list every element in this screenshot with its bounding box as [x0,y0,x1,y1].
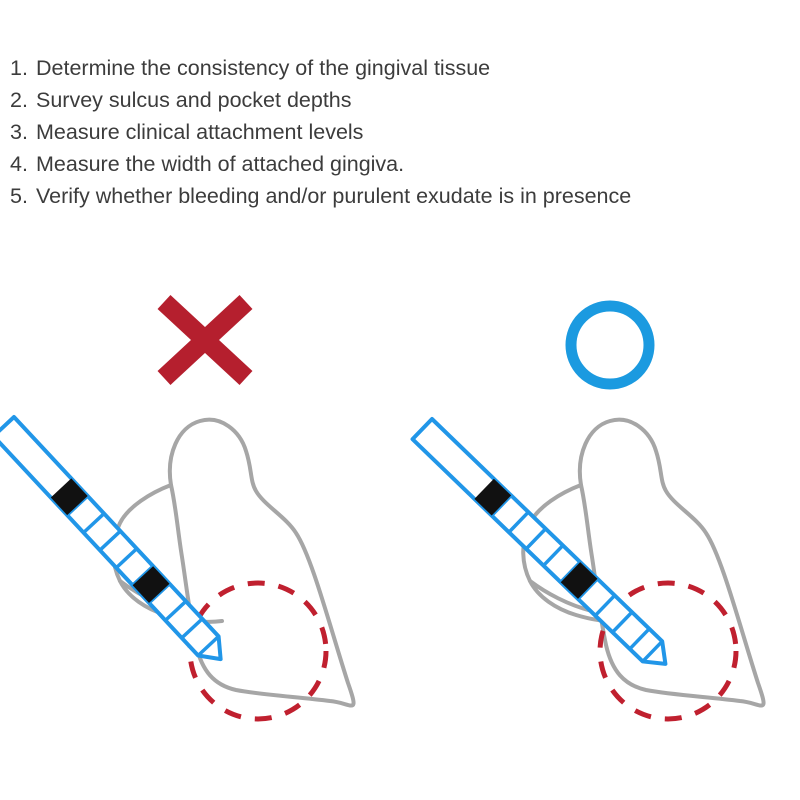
list-item-number: 2. [10,88,28,112]
list-item-label: Measure the width of attached gingiva. [36,152,405,176]
cross-mark-icon [150,290,260,390]
list-item [10,84,800,116]
list-item-label: Survey sulcus and pocket depths [36,88,352,112]
figure-incorrect [0,395,400,775]
instruction-list [10,52,800,212]
correct-mark [560,295,660,395]
list-item [10,148,800,180]
list-item-label: Determine the consistency of the gingival tissue [36,56,491,80]
figure-correct [410,395,800,775]
list-item-number: 3. [10,120,28,144]
list-item-number: 4. [10,152,28,176]
list-item-label: Verify whether bleeding and/or purulent exudate is in presence [36,184,632,208]
tooth-probe-illustration-incorrect [0,395,400,775]
list-item-label: Measure clinical attachment levels [36,120,364,144]
list-item [10,180,800,212]
list-item-number: 1. [10,56,28,80]
list-item [10,116,800,148]
tooth-probe-illustration-correct [410,395,800,775]
circle-mark-icon [560,295,660,395]
list-item-number: 5. [10,184,28,208]
list-item [10,52,800,84]
periodontal-probe [413,419,676,674]
periodontal-probe [0,417,231,669]
incorrect-mark [150,290,260,390]
